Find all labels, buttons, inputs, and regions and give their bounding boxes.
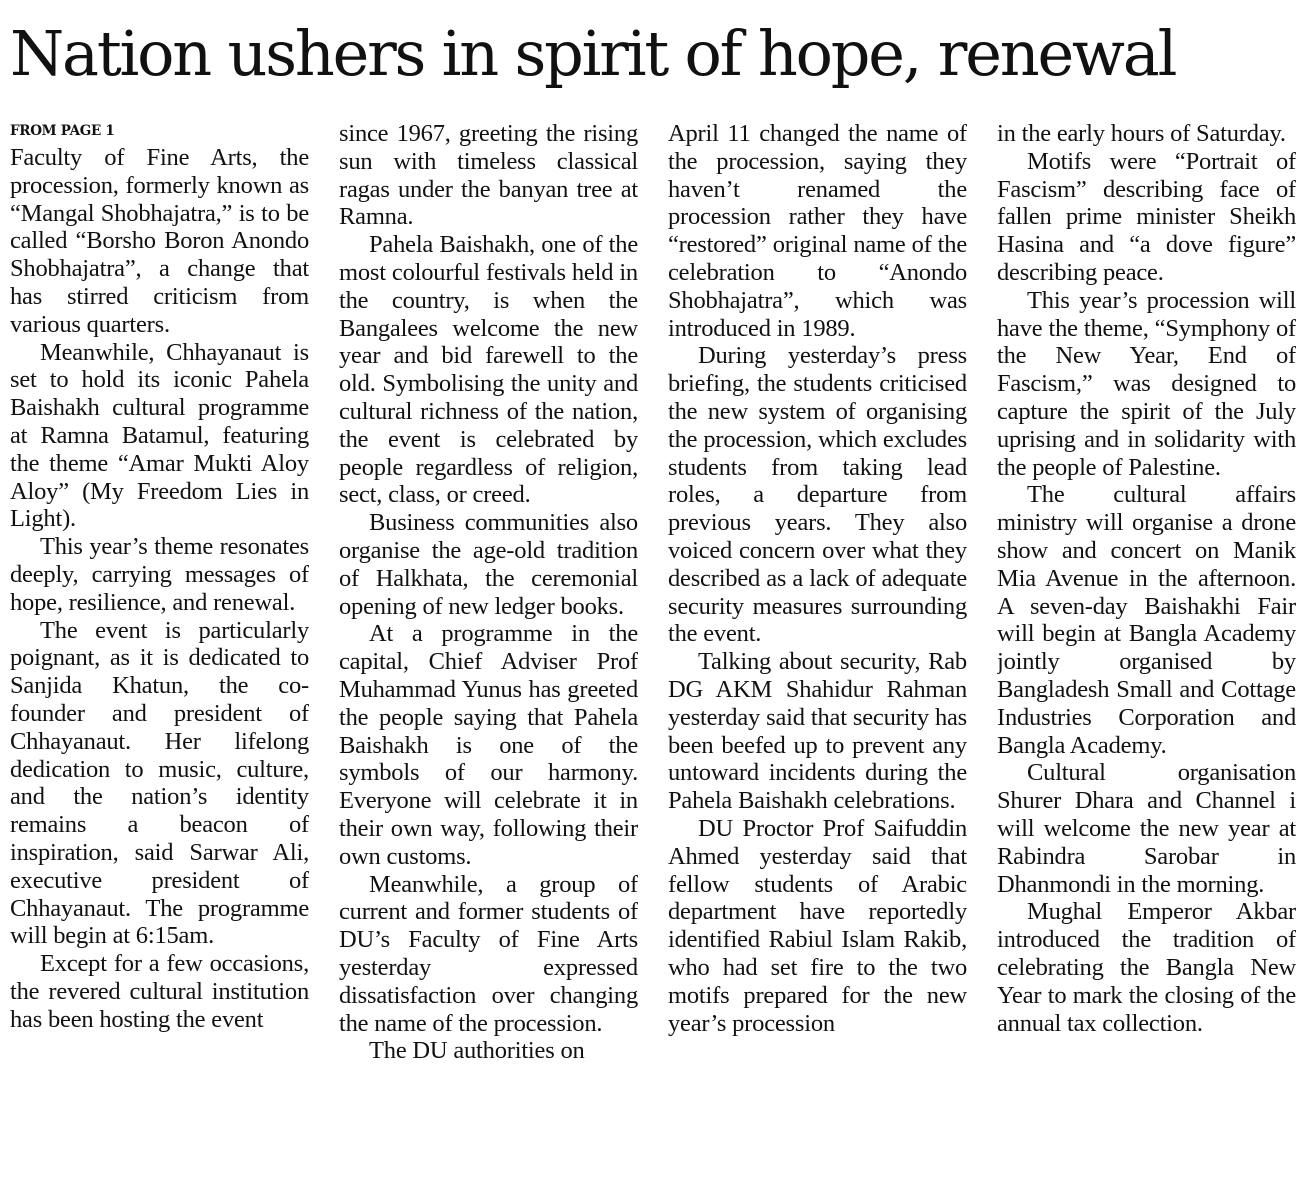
paragraph: The DU authorities on: [369, 1037, 585, 1065]
column-1: [10, 120, 309, 1180]
paragraph: DU Proctor Prof Saifuddin Ahmed yesterday said that fellow students of Arabic department have reportedly identified Rabiul Islam Rakib, who had set fire to the two motifs prepared for the new year’s procession: [668, 814, 967, 1037]
paragraph: The event is particularly poignant, as it is dedicated to Sanjida Khatun, the co-founder and president of Chhayanaut. Her lifelong dedication to music, culture, and the nation’s identity remains a beacon of inspiration, said Sarwar Ali, executive president of Chhayanaut. The programme will begin at 6:15am.: [10, 616, 309, 950]
paragraph: Except for a few occasions, the revered cultural institution has been hosting the event: [10, 950, 309, 1033]
column-3: [668, 120, 967, 1180]
kicker-from-page: FROM PAGE 1: [10, 123, 115, 139]
paragraph: Business communities also organise the age-old tradition of Halkhata, the ceremonial opening of new ledger books.: [339, 509, 638, 620]
column-2: [339, 120, 638, 1180]
paragraph: April 11 changed the name of the procession, saying they haven’t renamed the procession rather they have “restored” original name of the celebration to “Anondo Shobhajatra”, which was introduced in 1989.: [668, 120, 967, 342]
paragraph: Motifs were “Portrait of Fascism” describing face of fallen prime minister Sheikh Hasina and “a dove figure” describing peace.: [997, 147, 1296, 286]
paragraph: Meanwhile, Chhayanaut is set to hold its iconic Pahela Baishakh cultural programme at Ramna Batamul, featuring the theme “Amar Mukti Aloy Aloy” (My Freedom Lies in Light).: [10, 338, 309, 533]
article-body: [10, 120, 1296, 1180]
paragraph: Pahela Baishakh, one of the most colourful festivals held in the country, is when the Bangalees welcome the new year and bid farewell to the old. Symbolising the unity and cultural richness of the nation, the event is celebrated by people regardless of religion, sect, class, or creed.: [339, 231, 638, 509]
paragraph: At a programme in the capital, Chief Adviser Prof Muhammad Yunus has greeted the people saying that Pahela Baishakh is one of the symbols of our harmony. Everyone will celebrate it in their own way, following their own customs.: [339, 620, 638, 870]
paragraph: Cultural organisation Shurer Dhara and Channel i will welcome the new year at Rabindra Sarobar in Dhanmondi in the morning.: [997, 759, 1296, 898]
column-4: [997, 120, 1296, 1180]
paragraph: Meanwhile, a group of current and former students of DU’s Faculty of Fine Arts yesterday expressed dissatisfaction over changing the name of the procession.: [339, 870, 638, 1037]
paragraph: This year’s procession will have the theme, “Symphony of the New Year, End of Fascism,” was designed to capture the spirit of the July uprising and in solidarity with the people of Palestine.: [997, 286, 1296, 481]
paragraph: This year’s theme resonates deeply, carrying messages of hope, resilience, and renewal.: [10, 533, 309, 616]
paragraph: The cultural affairs ministry will organise a drone show and concert on Manik Mia Avenue in the afternoon. A seven-day Baishakhi Fair will begin at Bangla Academy jointly organised by Bangladesh Small and Cottage Industries Corporation and Bangla Academy.: [997, 481, 1296, 759]
paragraph: in the early hours of Saturday.: [997, 120, 1286, 147]
paragraph: Mughal Emperor Akbar introduced the tradition of celebrating the Bangla New Year to mark the closing of the annual tax collection.: [997, 898, 1296, 1037]
headline: Nation ushers in spirit of hope, renewal: [10, 17, 1176, 90]
paragraph: Faculty of Fine Arts, the procession, formerly known as “Mangal Shobhajatra,” is to be called “Borsho Boron Anondo Shobhajatra”, a change that has stirred criticism from various quarters.: [10, 144, 309, 338]
paragraph: During yesterday’s press briefing, the students criticised the new system of organising the procession, which excludes students from taking lead roles, a departure from previous years. They also voiced concern over what they described as a lack of adequate security measures surrounding the event.: [668, 342, 967, 648]
paragraph: since 1967, greeting the rising sun with timeless classical ragas under the banyan tree at Ramna.: [339, 120, 638, 231]
paragraph: Talking about security, Rab DG AKM Shahidur Rahman yesterday said that security has been beefed up to prevent any untoward incidents during the Pahela Baishakh celebrations.: [668, 648, 967, 815]
